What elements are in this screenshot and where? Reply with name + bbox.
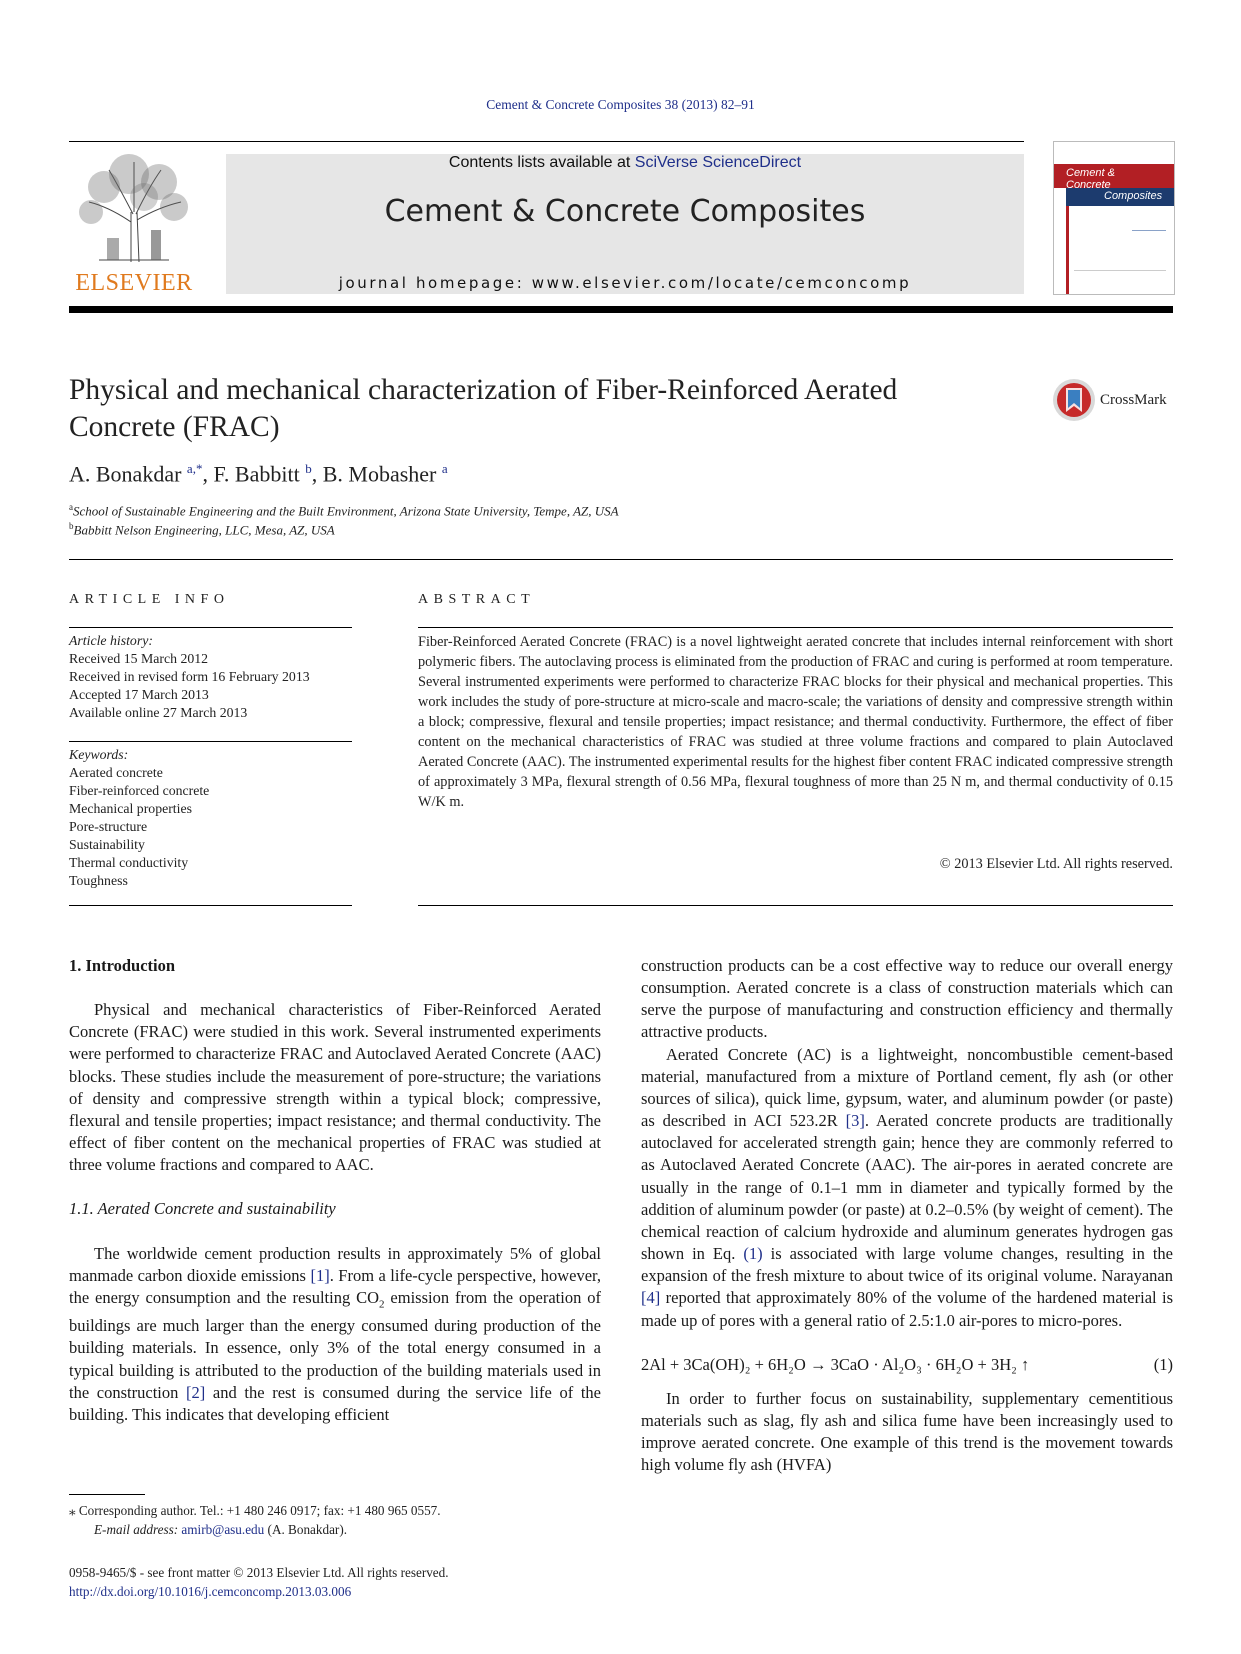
journal-name: Cement & Concrete Composites xyxy=(384,194,866,229)
author-affil-mark[interactable]: a,* xyxy=(186,461,203,476)
history-item: Received 15 March 2012 xyxy=(69,651,209,666)
abstract-heading: ABSTRACT xyxy=(418,592,536,607)
keyword-item: Mechanical properties xyxy=(69,801,192,816)
journal-citation[interactable]: Cement & Concrete Composites 38 (2013) 82–91 xyxy=(486,97,755,112)
author-affil-mark[interactable]: b xyxy=(305,461,312,476)
header-rule xyxy=(69,141,1024,142)
keyword-item: Sustainability xyxy=(69,837,145,852)
keyword-item: Pore-structure xyxy=(69,819,148,834)
cover-subtitle: Composites xyxy=(1104,190,1163,202)
history-label: Article history: xyxy=(69,633,153,648)
article-title: Physical and mechanical characterization of Fiber-Reinforced Aerated Concrete (FRAC) xyxy=(69,374,898,443)
body-paragraph: construction products can be a cost effective way to reduce our overall energy consumption. Aerated concrete is a class of construction materials which can serve the purpose of manufacturing and construction efficiency and thermally attractive products. xyxy=(641,956,1173,1042)
affiliation: $^a$School of Sustainable Engineering and the Built Environment, Arizona State University, Tempe, AZ, USA xyxy=(69,502,619,519)
cover-detail-line xyxy=(1132,230,1166,231)
header-thick-rule xyxy=(69,306,1173,313)
elsevier-logo xyxy=(69,152,199,297)
email-note: E-mail address: amirb@asu.edu (A. Bonakdar). xyxy=(94,1522,348,1537)
section-heading: 1. Introduction xyxy=(69,956,176,975)
body-paragraph: In order to further focus on sustainability, supplementary cementitious materials such as slag, fly ash and silica fume have been increasingly used to improve aerated concrete. One example of this trend is the movement towards high volume fly ash (HVFA) xyxy=(641,1388,1173,1475)
footnote xyxy=(69,1501,629,1539)
corresponding-author-note: ⁎ Corresponding author. Tel.: +1 480 246 0917; fax: +1 480 965 0557. xyxy=(69,1503,441,1518)
elsevier-wordmark: ELSEVIER xyxy=(75,270,193,296)
divider xyxy=(69,741,352,742)
publication-info xyxy=(69,1563,669,1601)
issn-line: 0958-9465/$ - see front matter © 2013 Elsevier Ltd. All rights reserved. xyxy=(69,1565,449,1580)
keyword-item: Aerated concrete xyxy=(69,765,163,780)
body-paragraph: The worldwide cement production results in approximately 5% of global manmade carbon dioxide emissions [1]. From a life-cycle perspective, however, the energy consumption and the resulting $CO_2$ emission from the operation of buildings are much larger than the energy consumed during production of the building materials. In essence, only 3% of the total energy consumed in a typical building is attributed to the production of the building materials used in the construction [2] and the rest is consumed during the service life of the building. This indicates that developing efficient xyxy=(69,1243,602,1424)
reference-link[interactable]: [4] xyxy=(641,1288,661,1308)
body-paragraph: Aerated Concrete (AC) is a lightweight, noncombustible cement-based material, manufactured from a mixture of Portland cement, fly ash (or other sources of silica), quick lime, gypsum, water, and aluminum powder (or paste) as described in ACI 523.2R [3]. Aerated concrete products are traditionally autoclaved for accelerated strength gain; hence they are commonly referred to as Autoclaved Aerated Concrete (AAC). The air-pores in aerated concrete are usually in the range of 0.1–1 mm in diameter and typically formed by the addition of aluminum powder (or paste) at 0.2–0.5% (by weight of cement). The chemical reaction of calcium hydroxide and aluminum generates hydrogen gas shown in Eq. (1) is associated with large volume changes, resulting in the expansion of the fresh mixture to about twice of its original volume. Narayanan [4] reported that approximately 80% of the volume of the hardened material is made up of pores with a general ratio of 2.5:1.0 air-pores to micro-pores. xyxy=(641,1044,1174,1330)
equation-link[interactable]: (1) xyxy=(743,1244,763,1264)
abstract-text: Fiber-Reinforced Aerated Concrete (FRAC) is a novel lightweight aerated concrete that includes internal reinforcement with short polymeric fibers. The autoclaving process is eliminated from the production of FRAC and curing is performed at room temperature. Several instrumented experiments were performed to characterize FRAC blocks for their physical and mechanical properties. This work includes the study of pore-structure at micro-scale and macro-scale; the variations of density and compressive strength within a block; compressive, flexural and tensile properties; impact resistance; and thermal conductivity. Furthermore, the effect of fiber content on the mechanical characteristics of FRAC was studied at three volume fractions and compared to plain Autoclaved Aerated Concrete (AAC). The instrumented experimental results for the highest fiber content FRAC indicated compressive strength of approximately 3 MPa, flexural strength of 0.56 MPa, flexural toughness of more than 25 N m, and thermal conductivity of 0.15 W/K m. xyxy=(418,634,1173,810)
reference-link[interactable]: [1] xyxy=(310,1265,330,1285)
keyword-item: Toughness xyxy=(69,873,128,888)
journal-banner xyxy=(226,154,1024,294)
history-item: Received in revised form 16 February 2013 xyxy=(69,669,310,684)
equation-number: (1) xyxy=(1153,1354,1173,1374)
keywords xyxy=(69,746,352,890)
reference-link[interactable]: [2] xyxy=(186,1382,206,1402)
author-name[interactable]: B. Mobasher xyxy=(322,461,437,487)
divider xyxy=(69,559,1173,560)
keywords-label: Keywords: xyxy=(69,747,129,762)
divider xyxy=(69,627,352,628)
history-item: Available online 27 March 2013 xyxy=(69,705,248,720)
author-name[interactable]: A. Bonakdar xyxy=(69,461,182,487)
author-name[interactable]: F. Babbitt xyxy=(213,461,300,487)
body-column-left xyxy=(69,955,601,1426)
email-link[interactable]: amirb@asu.edu xyxy=(181,1522,265,1537)
subsection-heading: 1.1. Aerated Concrete and sustainability xyxy=(69,1199,336,1219)
journal-cover-thumbnail xyxy=(1053,141,1175,295)
contents-prefix: Contents lists available at xyxy=(448,154,635,171)
contents-line xyxy=(226,154,1024,172)
keyword-item: Fiber-reinforced concrete xyxy=(69,783,210,798)
article-info-heading: ARTICLE INFO xyxy=(69,592,230,607)
divider xyxy=(418,627,1173,628)
reference-link[interactable]: [3] xyxy=(845,1111,865,1131)
affiliation: $^b$Babbitt Nelson Engineering, LLC, Mesa, AZ, USA xyxy=(69,521,335,538)
abstract-copyright: © 2013 Elsevier Ltd. All rights reserved. xyxy=(939,856,1173,872)
footnote-rule xyxy=(69,1494,145,1495)
article-history xyxy=(69,632,352,722)
doi-link[interactable]: http://dx.doi.org/10.1016/j.cemconcomp.2013.03.006 xyxy=(69,1584,352,1599)
journal-homepage[interactable]: journal homepage: www.elsevier.com/locate/cemconcomp xyxy=(338,274,912,292)
elsevier-tree-icon xyxy=(69,152,199,267)
cover-detail-line xyxy=(1074,270,1166,271)
divider xyxy=(69,905,352,906)
body-paragraph: Physical and mechanical characteristics of Fiber-Reinforced Aerated Concrete (FRAC) were studied in this work. Several instrumented experiments were performed to characterize FRAC and Autoclaved Aerated Concrete (AAC) blocks. These studies include the measurement of pore-structure; the variations of density and compressive strength within a typical block; compressive, flexural and tensile properties; impact resistance; and thermal conductivity. The effect of fiber content on the mechanical properties of FRAC was studied at three volume fractions and compared to AAC. xyxy=(69,1000,601,1175)
sciencedirect-link[interactable]: SciVerse ScienceDirect xyxy=(634,154,802,171)
crossmark-badge[interactable] xyxy=(1052,378,1182,424)
crossmark-label: CrossMark xyxy=(1100,392,1167,408)
author-affil-mark[interactable]: a xyxy=(441,461,448,476)
history-item: Accepted 17 March 2013 xyxy=(69,687,209,702)
author-list: A. Bonakdar $^{a,*}$, F. Babbitt $^b$, B. Mobasher $^a$ xyxy=(69,461,448,487)
equation-body: 2Al + 3Ca(OH)₂ + 6H₂O → 3CaO · Al₂O₃ · 6H₂O + 3H₂ ↑ xyxy=(641,1354,1030,1374)
divider xyxy=(418,905,1173,906)
keyword-item: Thermal conductivity xyxy=(69,855,189,870)
crossmark-icon xyxy=(1052,378,1096,422)
body-column-right xyxy=(641,955,1173,1476)
cover-title: Cement & Concrete xyxy=(1066,167,1115,191)
equation-1 xyxy=(641,1354,1173,1378)
